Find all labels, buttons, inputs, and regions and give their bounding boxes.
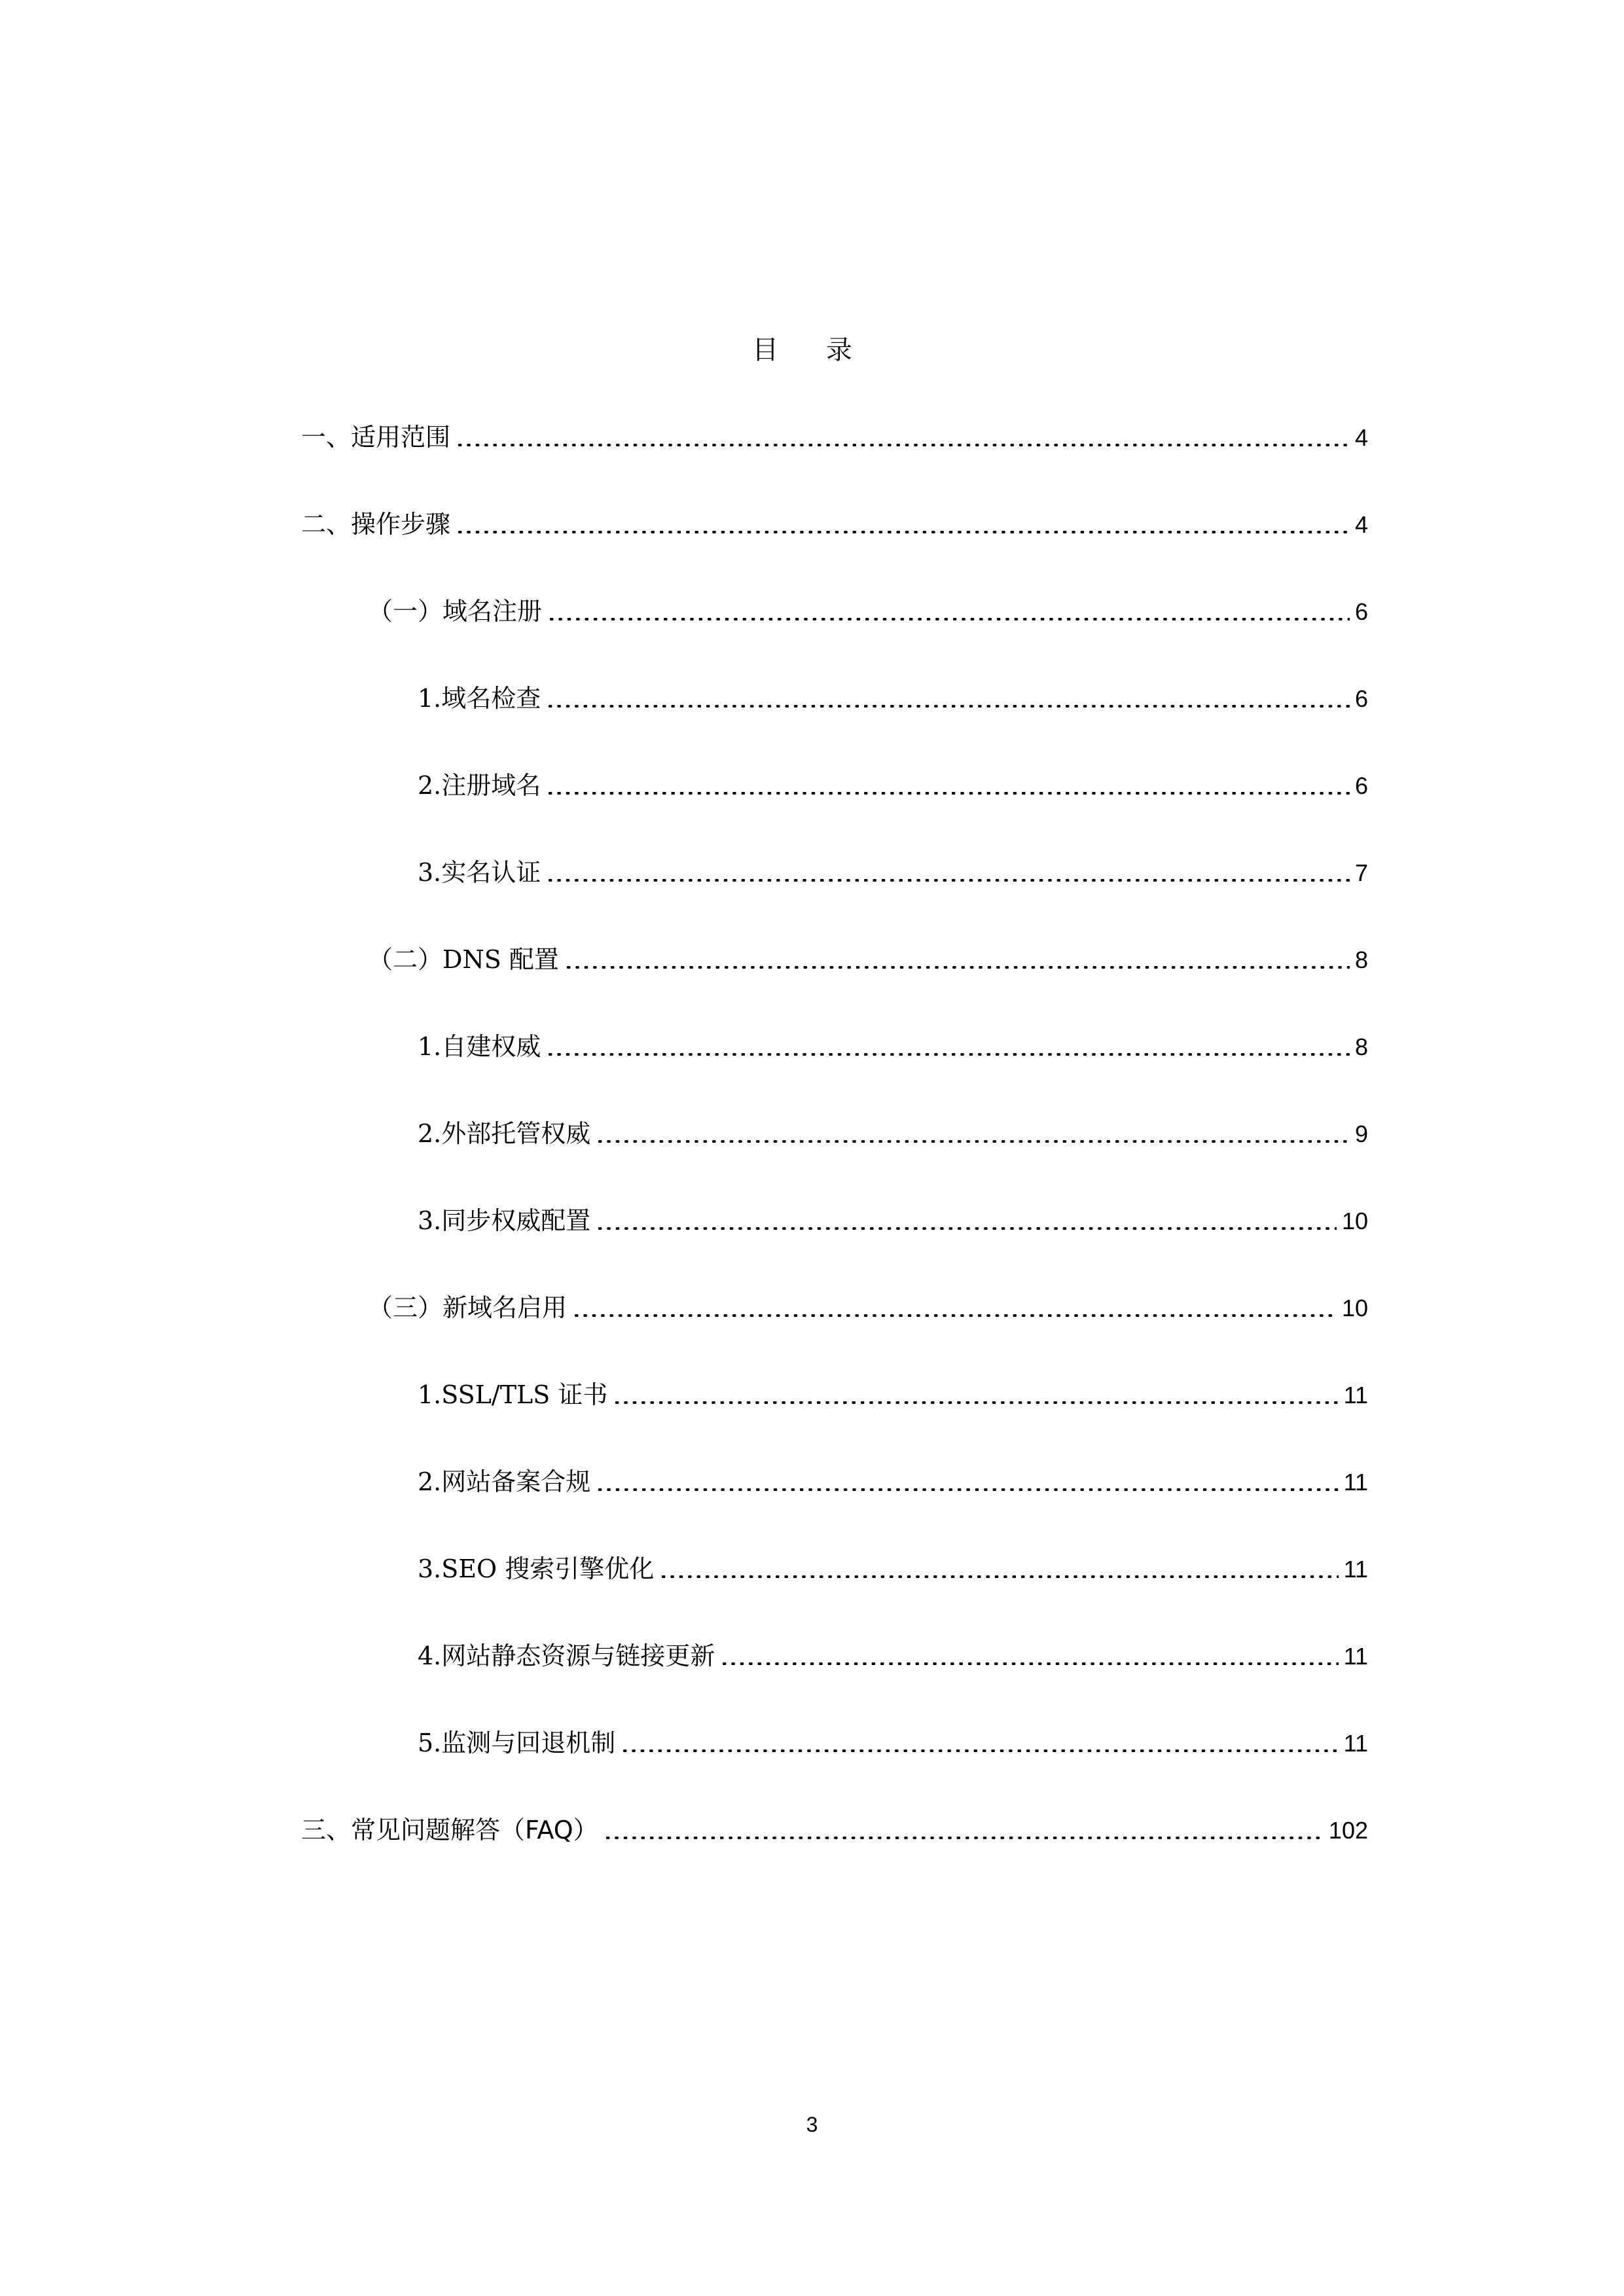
dot-leader	[613, 1401, 1338, 1404]
toc-entry-label: 一、适用范围	[301, 423, 451, 452]
toc-entry[interactable]	[368, 1289, 1368, 1326]
dot-leader	[596, 1227, 1337, 1230]
dot-leader	[659, 1575, 1338, 1578]
dot-leader	[546, 792, 1350, 795]
toc-entry-label: 1.SSL/TLS 证书	[418, 1380, 608, 1409]
toc-entry[interactable]	[418, 1638, 1368, 1674]
toc-entry-label: 1.自建权威	[418, 1032, 541, 1061]
toc-entry-page: 10	[1341, 1295, 1368, 1321]
toc-entry[interactable]	[418, 1463, 1368, 1500]
toc-entry-page: 6	[1354, 772, 1368, 799]
toc-entry[interactable]	[418, 1202, 1368, 1239]
dot-leader	[596, 1488, 1338, 1491]
toc-entry[interactable]	[301, 419, 1368, 456]
toc-entry-label: 二、操作步骤	[301, 510, 451, 539]
toc-entry[interactable]	[418, 1551, 1368, 1587]
toc-entry-label: （二）DNS 配置	[368, 945, 559, 974]
dot-leader	[546, 1053, 1350, 1056]
toc-entry-page: 8	[1354, 946, 1368, 973]
toc-entry[interactable]	[418, 680, 1368, 717]
toc-entry-label: 4.网站静态资源与链接更新	[418, 1641, 715, 1670]
dot-leader	[596, 1140, 1350, 1143]
toc-entry-page: 4	[1354, 511, 1368, 538]
toc-entry[interactable]	[418, 1725, 1368, 1761]
toc-entry-page: 9	[1354, 1121, 1368, 1147]
toc-entry-page: 11	[1343, 1556, 1368, 1583]
toc-entry-label: （一）域名注册	[368, 597, 543, 626]
toc-entry[interactable]	[418, 854, 1368, 891]
toc-entry[interactable]	[301, 506, 1368, 543]
toc-entry-label: 2.网站备案合规	[418, 1467, 591, 1496]
toc-entry-page: 4	[1354, 424, 1368, 451]
toc-entry-label: （三）新域名启用	[368, 1293, 568, 1322]
dot-leader	[604, 1837, 1324, 1839]
dot-leader	[546, 879, 1350, 882]
toc-entry[interactable]	[418, 1028, 1368, 1065]
toc-entry-page: 11	[1343, 1382, 1368, 1408]
dot-leader	[456, 531, 1350, 533]
toc-entry-page: 102	[1328, 1817, 1368, 1844]
toc-entry-label: 3.同步权威配置	[418, 1206, 591, 1235]
dot-leader	[564, 966, 1350, 969]
toc-entry[interactable]	[418, 1376, 1368, 1413]
toc-entry[interactable]	[368, 593, 1368, 630]
toc-entry[interactable]	[418, 1115, 1368, 1152]
toc-entry[interactable]	[301, 1812, 1368, 1848]
dot-leader	[546, 705, 1350, 708]
toc-entry[interactable]	[418, 767, 1368, 804]
toc-entry-page: 7	[1354, 859, 1368, 886]
dot-leader	[720, 1662, 1338, 1665]
dot-leader	[572, 1314, 1337, 1317]
toc-entry-label: 1.域名检查	[418, 684, 541, 713]
toc-entry-label: 2.外部托管权威	[418, 1119, 591, 1148]
toc-entry[interactable]	[368, 941, 1368, 978]
toc-entry-label: 2.注册域名	[418, 771, 541, 800]
toc-entry-page: 11	[1343, 1469, 1368, 1496]
dot-leader	[621, 1749, 1338, 1752]
toc-entry-page: 11	[1343, 1730, 1368, 1757]
toc-entry-page: 8	[1354, 1033, 1368, 1060]
toc-entry-label: 3.SEO 搜索引擎优化	[418, 1554, 655, 1583]
toc-entry-label: 3.实名认证	[418, 858, 541, 887]
toc-entry-page: 11	[1343, 1643, 1368, 1670]
dot-leader	[456, 444, 1350, 446]
toc-entry-label: 5.监测与回退机制	[418, 1729, 616, 1757]
page-number: 3	[806, 2113, 818, 2136]
dot-leader	[547, 618, 1350, 620]
toc-title: 目 录	[752, 335, 872, 365]
toc-entry-page: 6	[1354, 685, 1368, 712]
toc-entry-label: 三、常见问题解答（FAQ）	[301, 1816, 598, 1844]
toc-entry-page: 6	[1354, 598, 1368, 625]
toc-entry-page: 10	[1341, 1208, 1368, 1234]
